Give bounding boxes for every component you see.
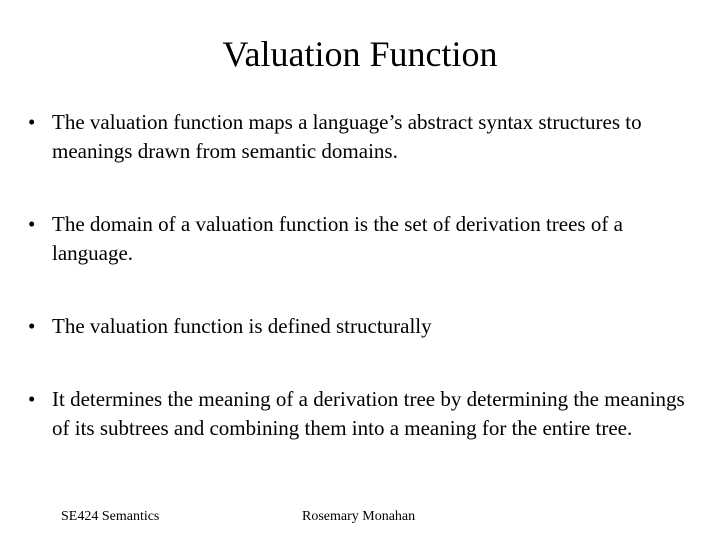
bullet-item (28, 312, 700, 341)
footer-author: Rosemary Monahan (302, 509, 416, 524)
bullet-icon: • (28, 387, 36, 411)
bullet-text: The valuation function is defined structurally (52, 314, 432, 338)
bullet-icon: • (28, 212, 36, 236)
footer-course: SE424 Semantics (61, 509, 160, 524)
bullet-text: It determines the meaning of a derivation tree by determining the meanings of its subtrees and combining them into a meaning for the entire tree. (52, 387, 685, 440)
bullet-item (28, 210, 700, 268)
bullet-icon: • (28, 110, 36, 134)
slide-title: Valuation Function (222, 34, 498, 74)
bullet-item (28, 108, 700, 166)
bullet-icon: • (28, 314, 36, 338)
bullet-text: The valuation function maps a language’s abstract syntax structures to meanings drawn from semantic domains. (52, 110, 642, 163)
bullet-text: The domain of a valuation function is the set of derivation trees of a language. (52, 212, 623, 265)
bullet-list (28, 108, 700, 443)
bullet-item (28, 385, 700, 443)
